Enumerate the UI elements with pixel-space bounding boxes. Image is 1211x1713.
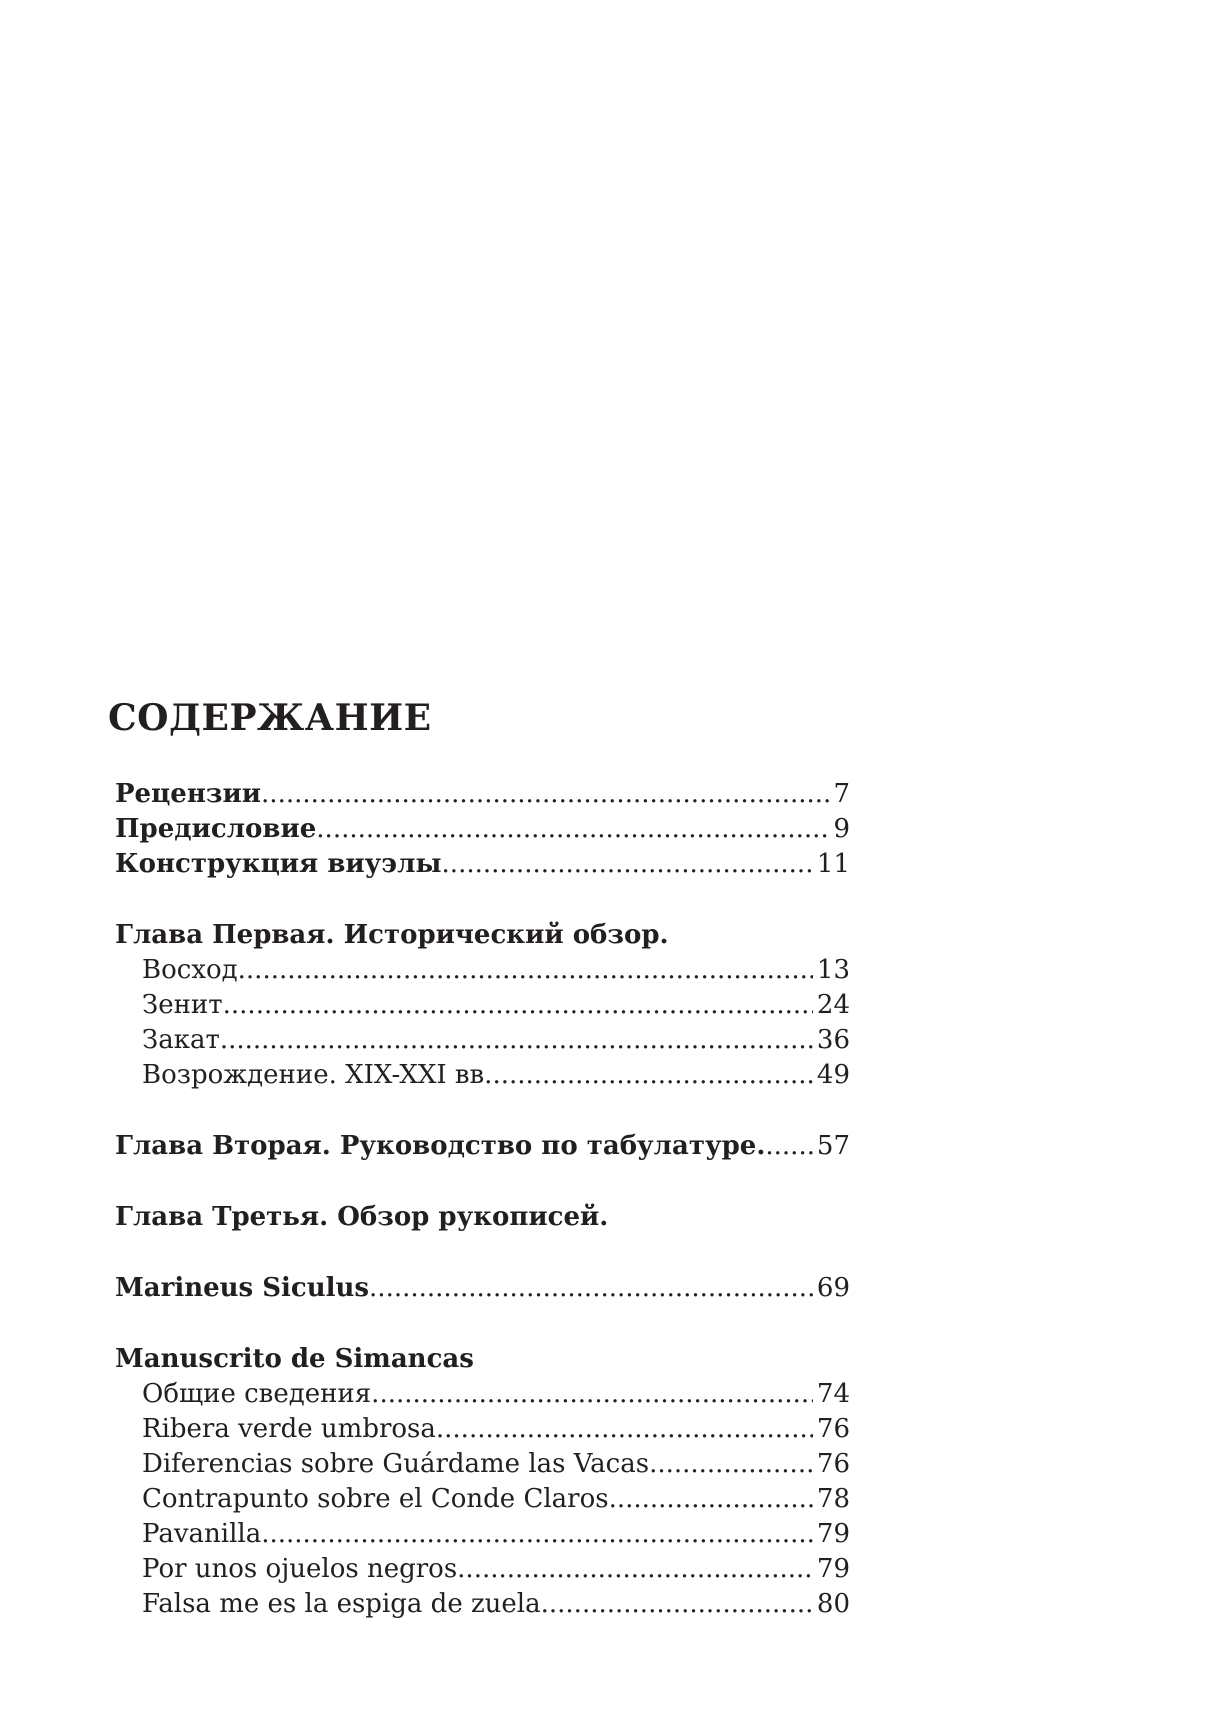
dot-leader bbox=[609, 1482, 813, 1517]
toc-subentry[interactable] bbox=[115, 953, 850, 988]
toc-page-number: 7 bbox=[833, 779, 850, 809]
toc-chapter-1-heading[interactable] bbox=[115, 918, 850, 953]
toc-chapter-label: Глава Третья. Обзор рукописей. bbox=[115, 1202, 609, 1232]
toc-page-number: 79 bbox=[816, 1519, 850, 1549]
toc-entry-label: Общие сведения. bbox=[142, 1379, 380, 1409]
toc-page-number: 76 bbox=[816, 1414, 850, 1444]
toc-page-number: 80 bbox=[816, 1589, 850, 1619]
dot-leader bbox=[436, 1412, 813, 1447]
toc-subentry[interactable] bbox=[115, 1377, 850, 1412]
dot-leader bbox=[238, 953, 813, 988]
toc-chapter-3-heading[interactable] bbox=[115, 1200, 850, 1235]
toc-subentry[interactable] bbox=[115, 1447, 850, 1482]
dot-leader bbox=[369, 1271, 813, 1306]
toc-entry-label: Рецензии bbox=[115, 779, 262, 809]
toc-entry-label: Восход bbox=[142, 955, 238, 985]
toc-page-number: 76 bbox=[816, 1449, 850, 1479]
toc-chapter-label: Manuscrito de Simancas bbox=[115, 1344, 474, 1374]
toc-entry-label: Конструкция виуэлы bbox=[115, 849, 442, 879]
toc-subentry[interactable] bbox=[115, 1482, 850, 1517]
toc-entry-label: Зенит bbox=[142, 990, 223, 1020]
table-of-contents bbox=[115, 777, 850, 1622]
toc-entry-label: Diferencias sobre Guárdame las Vacas bbox=[142, 1449, 650, 1479]
dot-leader bbox=[223, 988, 813, 1023]
dot-leader bbox=[649, 1447, 813, 1482]
toc-page-number: 79 bbox=[816, 1554, 850, 1584]
toc-entry-label: Закат bbox=[142, 1025, 220, 1055]
toc-chapter-label: Глава Первая. Исторический обзор. bbox=[115, 920, 669, 950]
toc-entry-label: Por unos ojuelos negros bbox=[142, 1554, 458, 1584]
dot-leader bbox=[765, 1129, 813, 1164]
toc-page-number: 57 bbox=[816, 1131, 850, 1161]
toc-simancas-heading[interactable] bbox=[115, 1342, 850, 1377]
toc-page-number: 78 bbox=[816, 1484, 850, 1514]
toc-subentry[interactable] bbox=[115, 988, 850, 1023]
dot-leader bbox=[541, 1587, 813, 1622]
toc-page-number: 74 bbox=[816, 1379, 850, 1409]
toc-chapter-label: Глава Вторая. Руководство по табулатуре. bbox=[115, 1131, 766, 1161]
toc-entry-label: Pavanilla bbox=[142, 1519, 262, 1549]
toc-page-number: 11 bbox=[816, 849, 850, 879]
toc-page-number: 36 bbox=[816, 1025, 850, 1055]
dot-leader bbox=[220, 1023, 813, 1058]
toc-entry-label: Ribera verde umbrosa bbox=[142, 1414, 436, 1444]
toc-entry-construction[interactable] bbox=[115, 847, 850, 882]
toc-page-number: 69 bbox=[816, 1273, 850, 1303]
dot-leader bbox=[457, 1552, 813, 1587]
toc-entry-label: Возрождение. XIX-XXI вв. bbox=[142, 1060, 493, 1090]
dot-leader bbox=[379, 1377, 812, 1412]
toc-subentry[interactable] bbox=[115, 1412, 850, 1447]
dot-leader bbox=[261, 777, 829, 812]
toc-entry-preface[interactable] bbox=[115, 812, 850, 847]
toc-entry-label: Falsa me es la espiga de zuela bbox=[142, 1589, 541, 1619]
dot-leader bbox=[442, 847, 813, 882]
toc-entry-marineus[interactable] bbox=[115, 1271, 850, 1306]
toc-entry-label: Contrapunto sobre el Conde Claros bbox=[142, 1484, 609, 1514]
toc-entry-label: Marineus Siculus bbox=[115, 1273, 370, 1303]
toc-entry-label: Предисловие bbox=[115, 814, 317, 844]
page-title: СОДЕРЖАНИЕ bbox=[108, 697, 432, 739]
dot-leader bbox=[261, 1517, 813, 1552]
dot-leader bbox=[492, 1058, 812, 1093]
toc-page-number: 49 bbox=[816, 1060, 850, 1090]
toc-subentry[interactable] bbox=[115, 1552, 850, 1587]
toc-page-number: 9 bbox=[833, 814, 850, 844]
toc-subentry[interactable] bbox=[115, 1023, 850, 1058]
toc-chapter-2-heading[interactable] bbox=[115, 1129, 850, 1164]
toc-entry-reviews[interactable] bbox=[115, 777, 850, 812]
dot-leader bbox=[316, 812, 829, 847]
toc-subentry[interactable] bbox=[115, 1587, 850, 1622]
toc-subentry[interactable] bbox=[115, 1517, 850, 1552]
toc-page-number: 13 bbox=[816, 955, 850, 985]
toc-subentry[interactable] bbox=[115, 1058, 850, 1093]
toc-page-number: 24 bbox=[816, 990, 850, 1020]
